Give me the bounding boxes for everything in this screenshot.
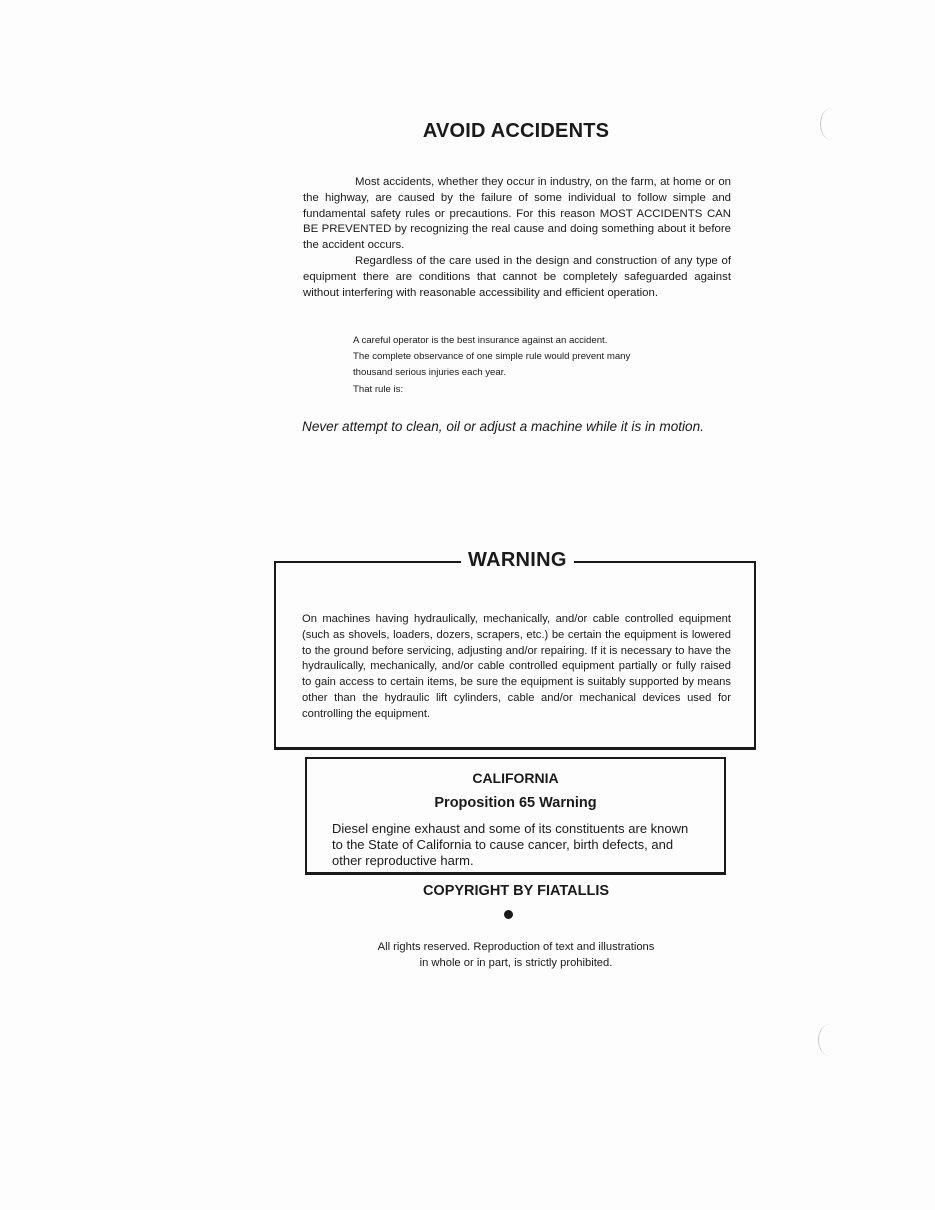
- rights-line: in whole or in part, is strictly prohibited.: [419, 956, 613, 969]
- california-line: other reproductive harm.: [332, 853, 474, 868]
- copyright-title: COPYRIGHT BY FIATALLIS: [422, 883, 610, 899]
- proposition-65-title: Proposition 65 Warning: [434, 795, 597, 811]
- warning-title: WARNING: [461, 549, 574, 572]
- california-line: Diesel engine exhaust and some of its constituents are known: [332, 821, 689, 836]
- intro-paragraph: Regardless of the care used in the design and construction of any type of equipment there are conditions that cannot be completely safeguarded against without interfering with reasonable accessibility and efficient operation.: [303, 254, 731, 299]
- safety-rule-text: [353, 333, 673, 398]
- intro-paragraph: Most accidents, whether they occur in industry, on the farm, at home or on the highway, are caused by the failure of some individual to follow simple and fundamental safety rules or precautions. For this reason MOST ACCIDENTS CAN BE PREVENTED by recognizing the real cause and doing something about it before the accident occurs.: [303, 176, 731, 252]
- binder-hole-mark: [820, 108, 843, 140]
- california-warning-text: [332, 821, 717, 869]
- rule-line: thousand serious injuries each year.: [353, 367, 507, 379]
- california-title: CALIFORNIA: [472, 770, 559, 786]
- binder-hole-mark: [818, 1024, 841, 1056]
- rule-line: That rule is:: [353, 383, 404, 395]
- rights-notice: [300, 940, 732, 971]
- california-line: to the State of California to cause cancer, birth defects, and: [332, 837, 674, 852]
- intro-text: [303, 175, 731, 301]
- warning-box: [274, 549, 756, 750]
- california-warning-box: [305, 757, 726, 875]
- page-title: AVOID ACCIDENTS: [422, 120, 610, 142]
- warning-text: On machines having hydraulically, mechanically, and/or cable controlled equipment (such as shovels, loaders, dozers, scrapers, etc.) be certain the equipment is lowered to the ground before servicing, adjusting and/or repairing. If it is necessary to have the hydraulically, mechanically, and/or cable controlled equipment partially or fully raised to gain access to certain items, be sure the equipment is suitably supported by means other than the hydraulic lift cylinders, cable and/or mechanical devices used for controlling the equipment.: [302, 613, 731, 720]
- safety-motto: Never attempt to clean, oil or adjust a machine while it is in motion.: [302, 419, 704, 434]
- rule-line: The complete observance of one simple rule would prevent many: [353, 351, 631, 363]
- rule-line: A careful operator is the best insurance against an accident.: [353, 335, 608, 346]
- bullet-dot-icon: [504, 910, 513, 919]
- rights-line: All rights reserved. Reproduction of text and illustrations: [377, 941, 655, 953]
